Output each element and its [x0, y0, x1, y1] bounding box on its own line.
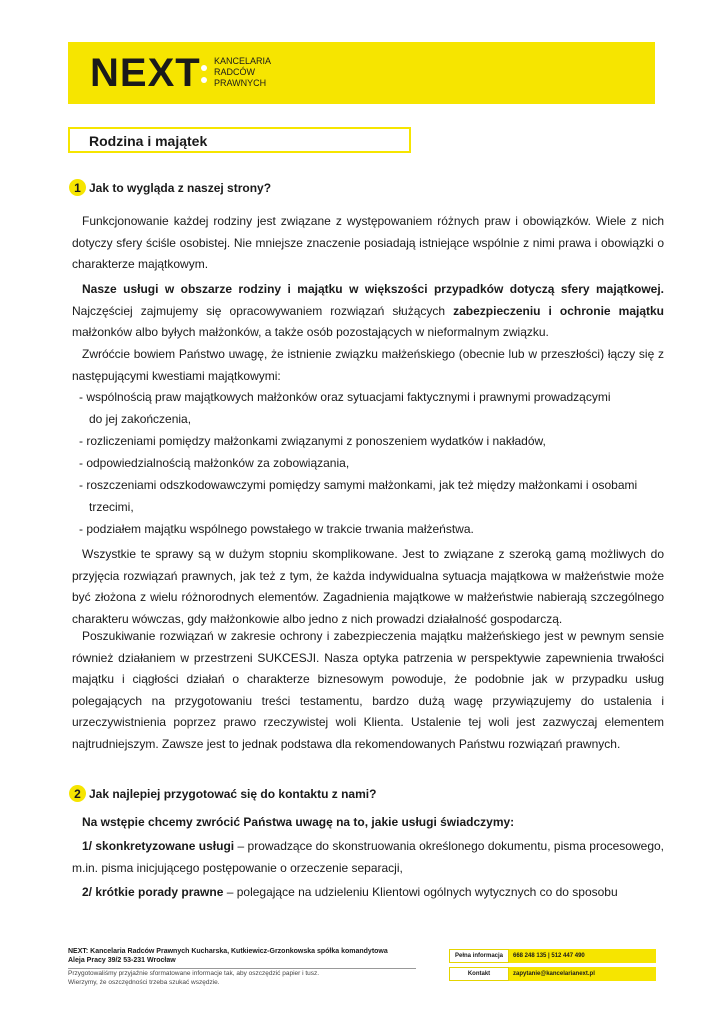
paragraph-2	[72, 279, 664, 344]
paragraph-3	[72, 344, 664, 387]
question-title: Jak najlepiej przygotować się do kontaktu z nami?	[89, 786, 377, 801]
logo-subtitle	[214, 56, 271, 89]
logo-colon-icon	[201, 62, 208, 86]
list-item-line: do jej zakończenia,	[89, 411, 192, 426]
question-2	[69, 785, 376, 802]
paragraph-text: Funkcjonowanie każdej rodziny jest związane z występowaniem różnych praw i obowiązków. Wiele z nich dotyczy sfery ściśle osobistej. Nie mniejsze znaczenie posiadają istniejące wspólnie z nimi prawa i obowiązki o charakterze majątkowym.	[72, 214, 664, 271]
footer-info-label: Pełna informacja	[449, 949, 509, 963]
paragraph-6	[72, 812, 664, 834]
list-item	[79, 453, 664, 475]
list-item-line: - podziałem majątku wspólnego powstałego w trakcie trwania małżeństwa.	[79, 522, 474, 536]
paragraph-bold: 1/ skonkretyzowane usługi	[82, 839, 235, 853]
paragraph-bold: Na wstępie chcemy zwrócić Państwa uwagę na to, jakie usługi świadczymy:	[82, 815, 515, 829]
paragraph-text: Najczęściej zajmujemy się opracowywaniem rozwiązań służących	[72, 303, 454, 318]
logo-sub-line: KANCELARIA	[214, 56, 272, 66]
footer-note	[68, 970, 319, 987]
footer-divider	[68, 968, 416, 969]
footer-note-line: Przygotowaliśmy przyjaźnie sformatowane informacje tak, aby oszczędzić papier i tusz.	[68, 970, 320, 977]
list-item	[79, 431, 664, 453]
paragraph-4	[72, 544, 664, 630]
paragraph-text: małżonków albo byłych małżonków, a także osób pozostających w nieformalnym związku.	[72, 325, 549, 339]
logo-sub-line: RADCÓW	[214, 67, 255, 77]
footer-note-line: Wierzymy, że oszczędności trzeba szukać wszędzie.	[68, 978, 220, 986]
footer-company-name: NEXT: Kancelaria Radców Prawnych Kucharska, Kutkiewicz-Grzonkowska spółka komandytowa	[68, 948, 388, 955]
list-item-line: - odpowiedzialnością małżonków za zobowiązania,	[79, 456, 350, 470]
paragraph-7	[72, 836, 664, 879]
paragraph-bold: Nasze usługi w obszarze rodziny i majątku w większości przypadków dotyczą sfery majątkowej.	[82, 282, 664, 296]
paragraph-text: Wszystkie te sprawy są w dużym stopniu skomplikowane. Jest to związane z szeroką gamą możliwych do przyjęcia rozwiązań prawnych, jak też z tym, że każda indywidualna sytuacja majątkowa w małżeństwie może być złożona z wielu różnorodnych elementów. Zagadnienia majątkowe w małżeństwie nabierają szczególnego charakteru wówczas, gdy małżonkowie albo jedno z nich prowadzi działalność gospodarczą.	[72, 547, 664, 626]
footer-email-link[interactable]: zapytanie@kancelarianext.pl	[509, 967, 656, 981]
footer-contact-label: Kontakt	[449, 967, 509, 981]
list-item	[79, 387, 664, 430]
list-item-line: trzecimi,	[89, 499, 134, 514]
question-number-badge: 1	[69, 179, 86, 196]
footer-phone[interactable]: 668 248 135 | 512 447 490	[509, 949, 656, 963]
question-1	[69, 179, 271, 196]
list-item	[79, 519, 664, 541]
list-item	[79, 475, 664, 518]
list-item-line: - roszczeniami odszkodowawczymi pomiędzy samymi małżonkami, jak też między małżonkami i osobami	[79, 478, 638, 492]
paragraph-text: Poszukiwanie rozwiązań w zakresie ochrony i zabezpieczenia majątku małżeńskiego jest w pewnym sensie również działaniem w przestrzeni SUKCESJI. Nasza optyka patrzenia w perspektywie zapewnienia trwałości majątku i ciągłości działań o charakterze biznesowym powoduje, że podobnie jak w przypadku usług polegających na przygotowaniu treści testamentu, bardzo dużą wagę przywiązujemy do ustalenia i urzeczywistnienia poprzez prawo rzeczywistej woli Klienta. Ustalenie tej woli jest zazwyczaj elementem najtrudniejszym. Zawsze jest to jednak podstawa dla rekomendowanych Państwu rozwiązań prawnych.	[72, 629, 664, 751]
footer-company	[68, 948, 388, 965]
question-number-badge: 2	[69, 785, 86, 802]
paragraph-text: Zwróćcie bowiem Państwo uwagę, że istnienie związku małżeńskiego (obecnie lub w przeszłości) łączy się z następującymi kwestiami majątkowymi:	[72, 347, 664, 383]
paragraph-bold: 2/ krótkie porady prawne	[82, 885, 224, 899]
paragraph-1	[72, 211, 664, 276]
paragraph-text: – polegające na udzieleniu Klientowi ogólnych wytycznych co do sposobu	[223, 885, 618, 899]
question-title: Jak to wygląda z naszej strony?	[89, 180, 272, 195]
paragraph-bold: zabezpieczeniu i ochronie majątku	[453, 303, 665, 318]
footer-address: Aleja Pracy 39/2 53-231 Wrocław	[68, 956, 176, 964]
paragraph-text: – prowadzące do skonstruowania określonego dokumentu, pisma procesowego, m.in. pisma inicjującego postępowanie o orzeczenie separacji,	[72, 839, 664, 875]
section-title: Rodzina i majątek	[89, 133, 208, 149]
section-title-box	[68, 127, 411, 153]
header-band	[68, 42, 655, 104]
logo: NEXT	[90, 51, 201, 95]
paragraph-8	[72, 882, 664, 904]
paragraph-5	[72, 626, 664, 755]
list-item-line: - rozliczeniami pomiędzy małżonkami związanymi z ponoszeniem wydatków i nakładów,	[79, 434, 546, 448]
list-item-line: - wspólnością praw majątkowych małżonków oraz sytuacjami faktycznymi i prawnymi prowadzącymi	[79, 390, 611, 404]
logo-sub-line: PRAWNYCH	[214, 78, 267, 88]
